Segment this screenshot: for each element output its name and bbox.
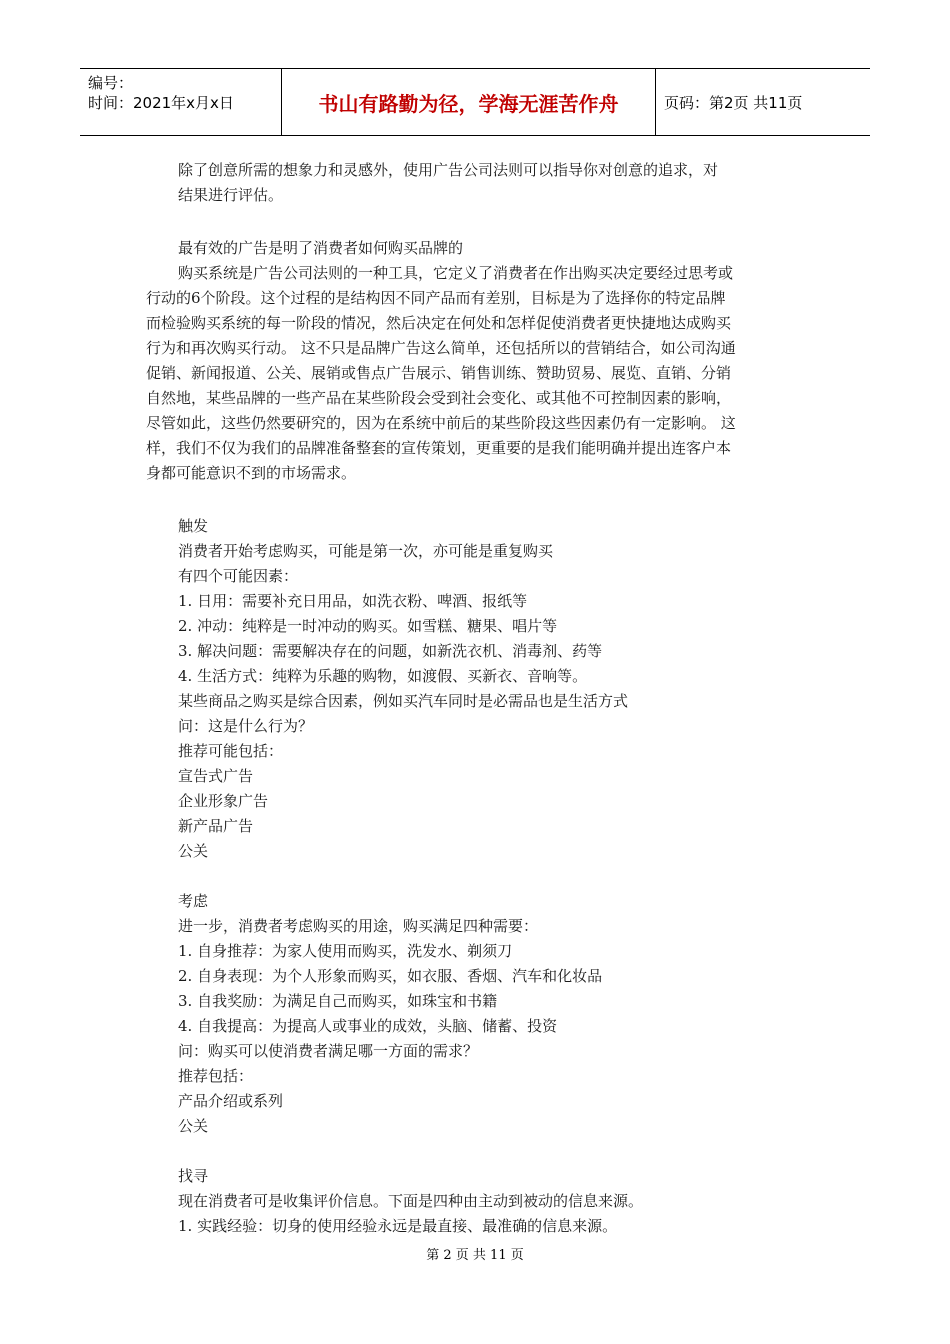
list-line: 推荐包括： bbox=[178, 1067, 254, 1085]
list-line: 消费者开始考虑购买，可能是第一次，亦可能是重复购买 bbox=[178, 542, 554, 560]
paragraph-line: 促销、新闻报道、公关、展销或售点广告展示、销售训练、赞助贸易、展览、直销、分销 bbox=[146, 364, 732, 382]
section-title-trigger: 触发 bbox=[178, 517, 209, 535]
paragraph-line: 自然地，某些品牌的一些产品在某些阶段会受到社会变化、或其他不可控制因素的影响， bbox=[146, 389, 732, 407]
document-number-label: 编号： bbox=[88, 74, 134, 92]
list-line: 产品介绍或系列 bbox=[178, 1092, 284, 1110]
list-line: 公关 bbox=[178, 842, 209, 860]
paragraph-line: 样，我们不仅为我们的品牌准备整套的宣传策划，更重要的是我们能明确并提出连客户本 bbox=[146, 439, 732, 457]
list-line: 进一步，消费者考虑购买的用途，购买满足四种需要： bbox=[178, 917, 539, 935]
page-footer: 第 2 页 共 11 页 bbox=[426, 1248, 524, 1263]
page-header bbox=[80, 68, 870, 136]
section-heading-effective-ad: 最有效的广告是明了消费者如何购买品牌的 bbox=[178, 239, 464, 257]
list-item: 1. 自身推荐：为家人使用而购买，洗发水、剃须刀 bbox=[178, 942, 513, 960]
paragraph-intro-line-1: 除了创意所需的想象力和灵感外，使用广告公司法则可以指导你对创意的追求，对 bbox=[178, 161, 719, 179]
list-item: 4. 生活方式：纯粹为乐趣的购物，如渡假、买新衣、音响等。 bbox=[178, 667, 588, 685]
list-item: 1. 日用：需要补充日用品，如洗衣粉、啤酒、报纸等 bbox=[178, 592, 528, 610]
list-line: 某些商品之购买是综合因素，例如买汽车同时是必需品也是生活方式 bbox=[178, 692, 629, 710]
section-title-search: 找寻 bbox=[178, 1167, 209, 1185]
paragraph-line: 行动的6个阶段。这个过程的是结构因不同产品而有差别，目标是为了选择你的特定品牌 bbox=[146, 289, 726, 307]
list-line: 企业形象广告 bbox=[178, 792, 269, 810]
list-line: 宣告式广告 bbox=[178, 767, 254, 785]
list-line: 问：购买可以使消费者满足哪一方面的需求？ bbox=[178, 1042, 479, 1060]
paragraph-line: 行为和再次购买行动。 这不只是品牌广告这么简单，还包括所以的营销结合，如公司沟通 bbox=[146, 339, 736, 357]
list-item: 4. 自我提高：为提高人或事业的成效，头脑、储蓄、投资 bbox=[178, 1017, 558, 1035]
list-item: 3. 解决问题：需要解决存在的问题，如新洗衣机、消毒剂、药等 bbox=[178, 642, 603, 660]
section-title-consider: 考虑 bbox=[178, 892, 209, 910]
paragraph-intro-line-2: 结果进行评估。 bbox=[178, 186, 284, 204]
list-line: 公关 bbox=[178, 1117, 209, 1135]
list-item: 3. 自我奖励：为满足自己而购买，如珠宝和书籍 bbox=[178, 992, 498, 1010]
list-item: 2. 自身表现：为个人形象而购买，如衣服、香烟、汽车和化妆品 bbox=[178, 967, 603, 985]
paragraph-line: 身都可能意识不到的市场需求。 bbox=[146, 464, 357, 482]
list-item: 1. 实践经验：切身的使用经验永远是最直接、最准确的信息来源。 bbox=[178, 1217, 618, 1235]
document-time-label: 时间：2021年x月x日 bbox=[88, 94, 234, 112]
paragraph-line: 而检验购买系统的每一阶段的情况，然后决定在何处和怎样促使消费者更快捷地达成购买 bbox=[146, 314, 732, 332]
list-line: 问：这是什么行为？ bbox=[178, 717, 314, 735]
paragraph-line: 购买系统是广告公司法则的一种工具，它定义了消费者在作出购买决定要经过思考或 bbox=[178, 264, 734, 282]
list-line: 现在消费者可是收集评价信息。下面是四种由主动到被动的信息来源。 bbox=[178, 1192, 644, 1210]
list-item: 2. 冲动：纯粹是一时冲动的购买。如雪糕、糖果、唱片等 bbox=[178, 617, 558, 635]
list-line: 新产品广告 bbox=[178, 817, 254, 835]
header-motto: 书山有路勤为径，学海无涯苦作舟 bbox=[282, 69, 656, 135]
document-body bbox=[146, 158, 818, 1239]
header-page-info: 页码：第2页 共11页 bbox=[664, 93, 803, 112]
list-line: 有四个可能因素： bbox=[178, 567, 299, 585]
header-meta bbox=[80, 69, 282, 135]
paragraph-line: 尽管如此，这些仍然要研究的，因为在系统中前后的某些阶段这些因素仍有一定影响。 这 bbox=[146, 414, 736, 432]
list-line: 推荐可能包括： bbox=[178, 742, 284, 760]
